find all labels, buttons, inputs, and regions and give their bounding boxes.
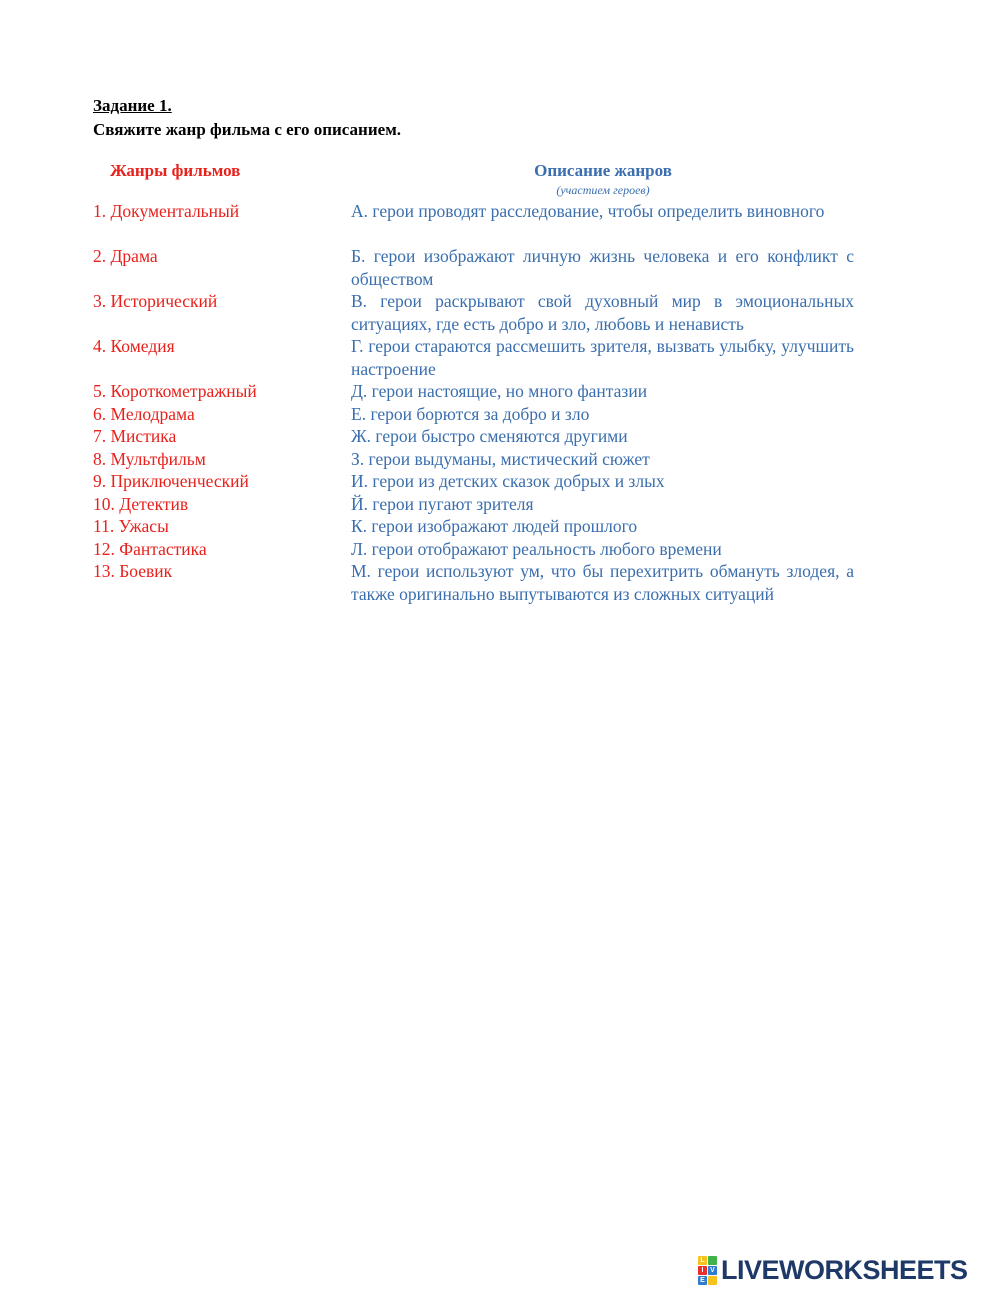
task-instruction: Свяжите жанр фильма с его описанием. [93,120,402,139]
genre-item: 4. Комедия [93,336,175,356]
genre-item: 12. Фантастика [93,538,207,559]
genre-item: 13. Боевик [93,561,173,581]
logo-block [708,1256,717,1265]
genre-item: 10. Детектив [93,493,189,514]
task-title: Задание 1. [93,96,172,115]
genre-item: 3. Исторический [93,291,218,311]
logo-blocks-icon [698,1256,717,1285]
logo-block [708,1276,717,1285]
genre-item: 5. Короткометражный [93,381,257,401]
description-item: К. герои изображают людей прошлого [351,516,638,536]
logo-text: LIVEWORKSHEETS [721,1254,968,1285]
description-item: Д. герои настоящие, но много фантазии [351,381,648,401]
description-item: Ж. герои быстро сменяются другими [351,426,628,446]
genre-item: 11. Ужасы [93,516,169,536]
task-heading [93,94,401,142]
genres-column-header: Жанры фильмов [110,161,241,180]
description-item: И. герои из детских сказок добрых и злых [351,471,665,491]
description-item: Б. герои изображают личную жизнь человека и его конфликт с обществом [351,246,854,289]
logo-block: E [698,1276,707,1285]
description-item: Г. герои стараются рассмешить зрителя, вызвать улыбку, улучшить настроение [351,336,854,379]
description-item: Й. герои пугают зрителя [351,493,534,514]
description-item: Е. герои борются за добро и зло [351,403,590,424]
description-item: М. герои используют ум, что бы перехитрить обмануть злодея, а также оригинально выпутываются из сложных ситуаций [351,561,854,604]
descriptions-column-subheader: (участием героев) [556,183,650,197]
logo-block: V [708,1266,717,1275]
genre-item: 8. Мультфильм [93,448,206,469]
genre-item: 1. Документальный [93,201,240,221]
logo-block: I [698,1266,707,1275]
descriptions-column-header: Описание жанров [534,161,672,180]
description-item: А. герои проводят расследование, чтобы определить виновного [351,201,825,221]
description-item: Л. герои отображают реальность любого времени [351,538,722,559]
genre-item: 6. Мелодрама [93,403,195,424]
description-item: З. герои выдуманы, мистический сюжет [351,448,650,469]
genre-item: 2. Драма [93,246,158,266]
genre-item: 9. Приключенческий [93,471,249,491]
description-item: В. герои раскрывают свой духовный мир в эмоциональных ситуациях, где есть добро и зло, любовь и ненависть [351,291,854,334]
logo-block: L [698,1256,707,1265]
liveworksheets-logo [698,1256,968,1284]
genre-item: 7. Мистика [93,426,177,446]
